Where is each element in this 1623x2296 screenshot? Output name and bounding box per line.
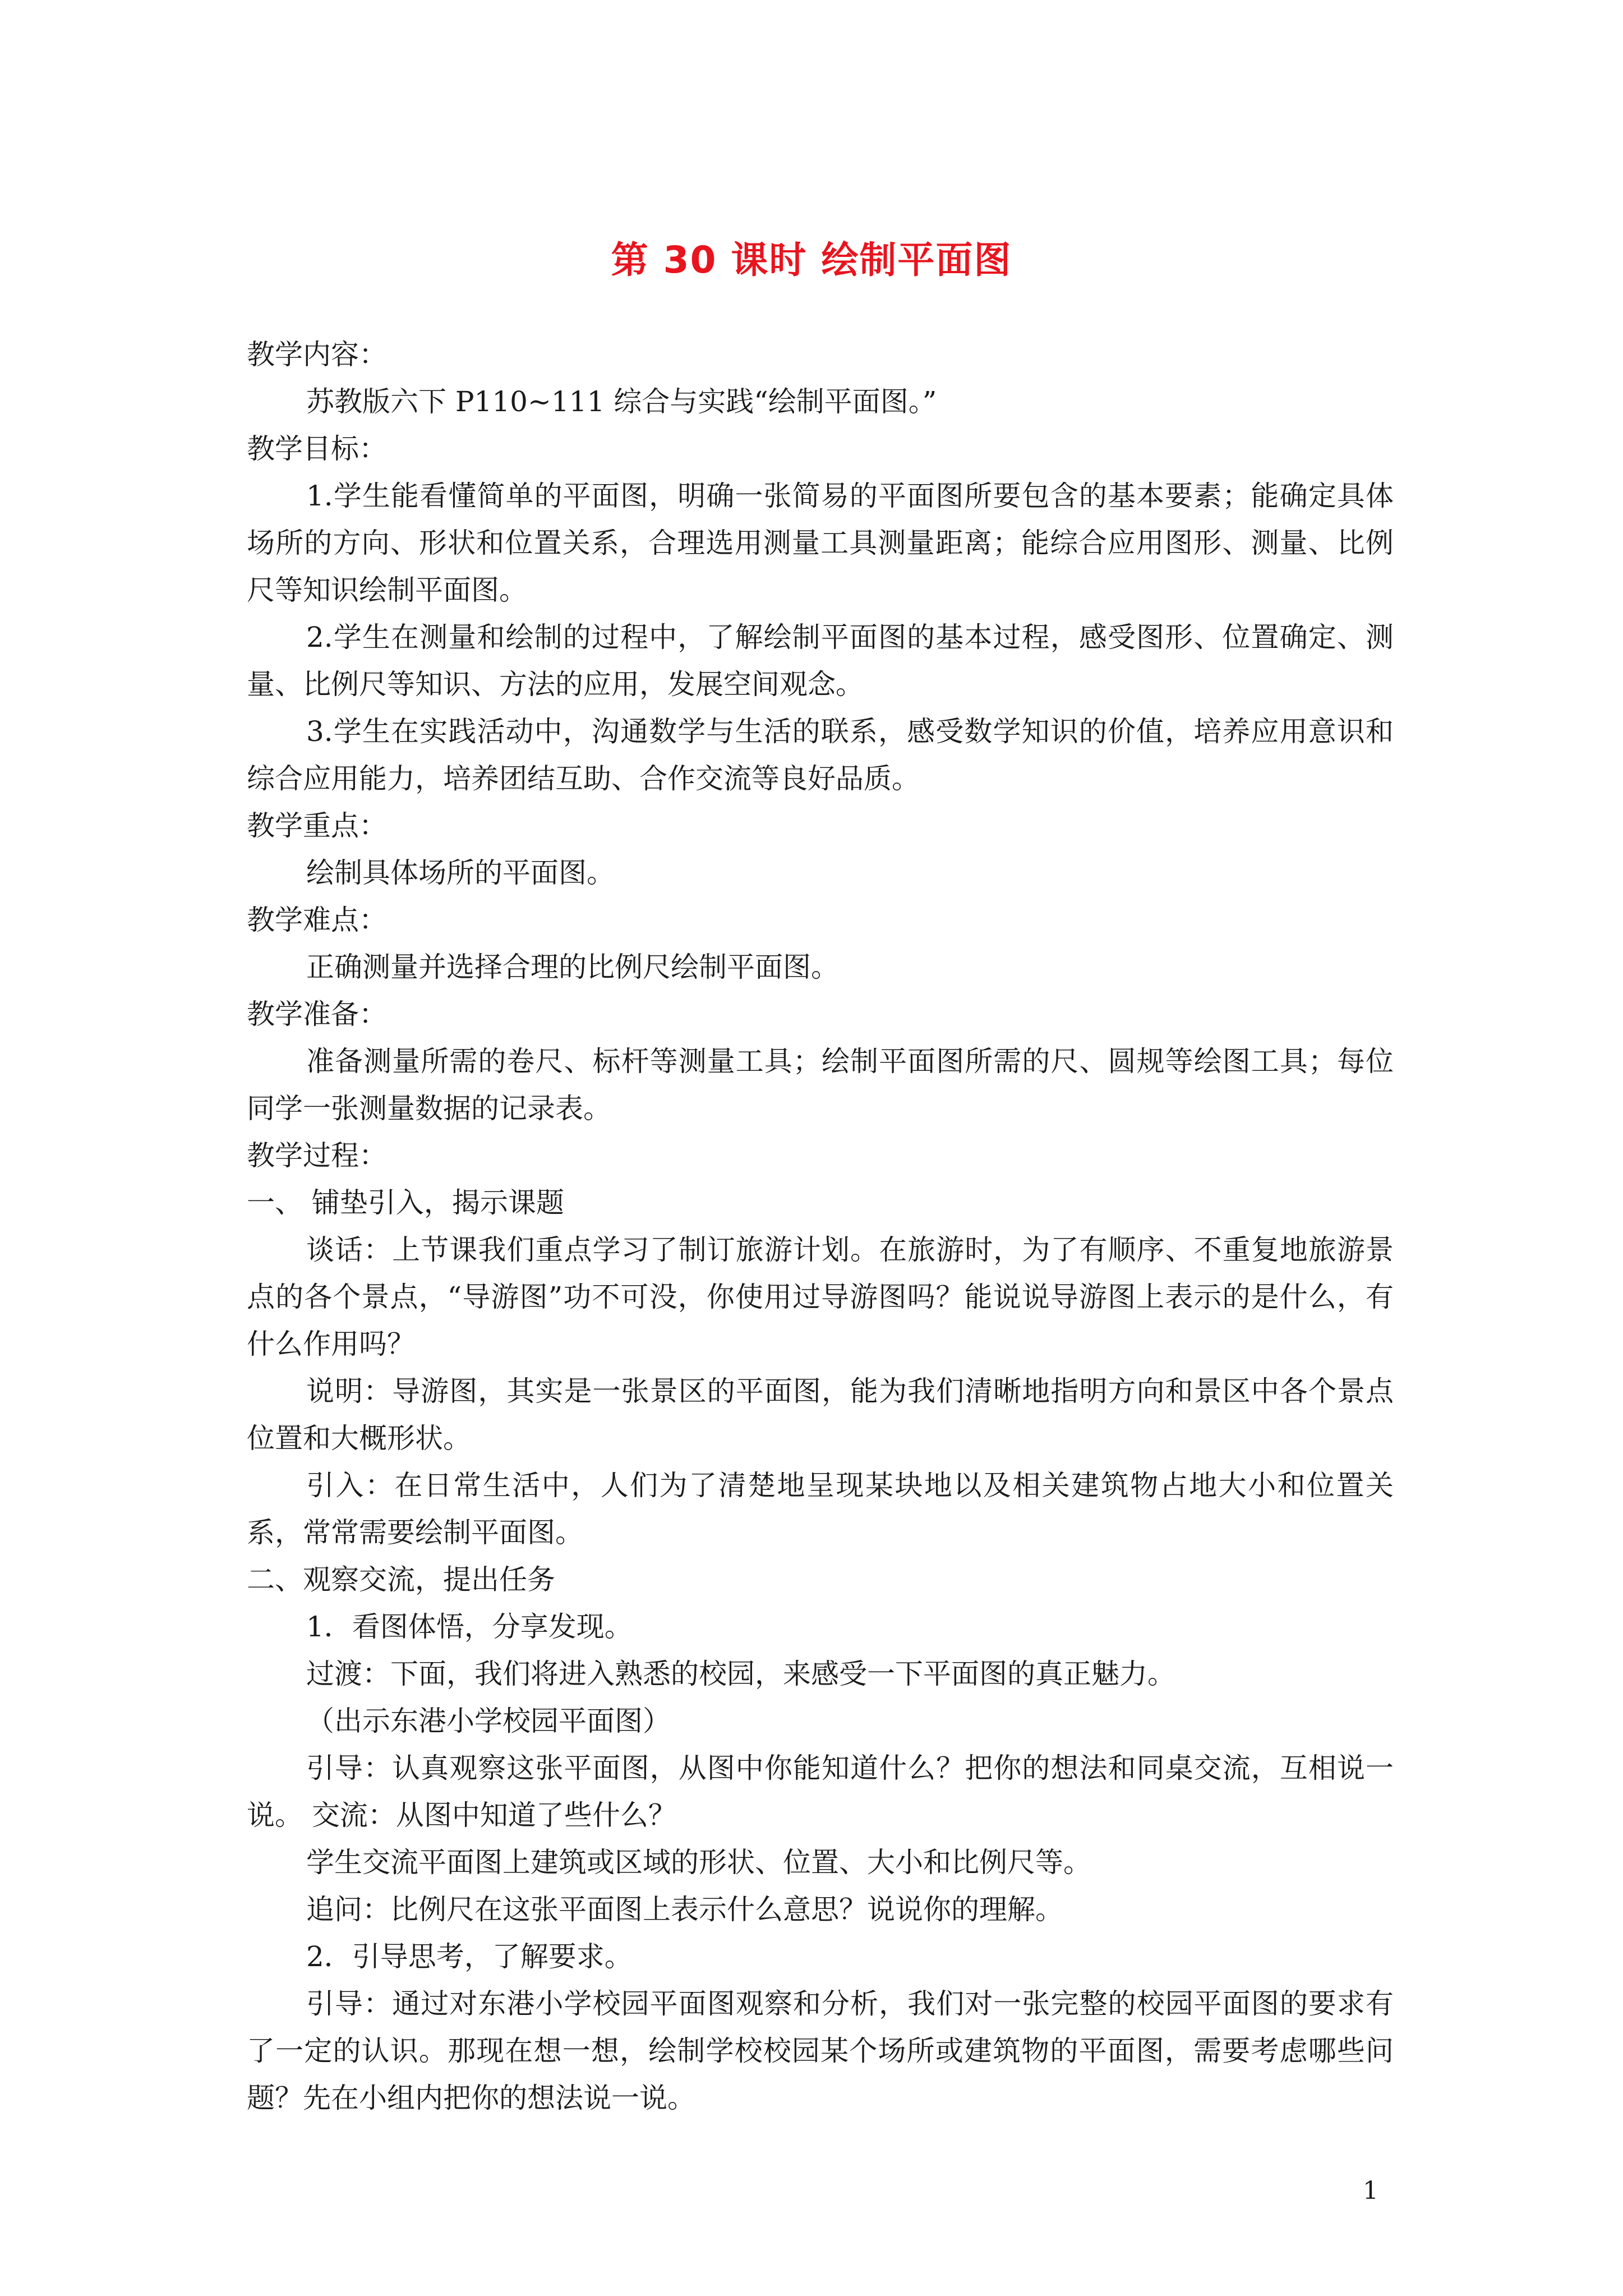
body-paragraph: 正确测量并选择合理的比例尺绘制平面图。: [306, 951, 839, 983]
body-paragraph: 1.学生能看懂简单的平面图，明确一张简易的平面图所要包含的基本要素；能确定具体场所的方向、形状和位置关系，合理选用测量工具测量距离；能综合应用图形、测量、比例尺等知识绘制平面图。: [247, 480, 1394, 606]
body-paragraph: （出示东港小学校园平面图）: [306, 1705, 671, 1737]
body-paragraph: 引导：通过对东港小学校园平面图观察和分析，我们对一张完整的校园平面图的要求有了一定的认识。那现在想一想，绘制学校校园某个场所或建筑物的平面图，需要考虑哪些问题？先在小组内把你的想法说一说。: [247, 1987, 1394, 2114]
body-paragraph: 绘制具体场所的平面图。: [306, 857, 615, 889]
page-title: 第 30 课时 绘制平面图: [611, 238, 1012, 282]
section-heading: 教学过程：: [247, 1139, 387, 1172]
body-paragraph: 3.学生在实践活动中，沟通数学与生活的联系，感受数学知识的价值，培养应用意识和综合应用能力，培养团结互助、合作交流等良好品质。: [247, 715, 1394, 795]
section-heading: 教学难点：: [247, 904, 387, 936]
body-paragraph: 苏教版六下 P110~111 综合与实践“绘制平面图。”: [306, 385, 937, 418]
body-paragraph: 过渡：下面，我们将进入熟悉的校园，来感受一下平面图的真正魅力。: [306, 1658, 1175, 1690]
body-paragraph: 说明：导游图，其实是一张景区的平面图，能为我们清晰地指明方向和景区中各个景点位置和大概形状。: [247, 1375, 1394, 1455]
body-paragraph: 2.学生在测量和绘制的过程中，了解绘制平面图的基本过程，感受图形、位置确定、测量、比例尺等知识、方法的应用，发展空间观念。: [247, 621, 1394, 701]
body-paragraph: 引导：认真观察这张平面图，从图中你能知道什么？把你的想法和同桌交流，互相说一说。 交流：从图中知道了些什么？: [247, 1752, 1394, 1832]
section-heading: 教学准备：: [247, 998, 387, 1030]
body-paragraph: 准备测量所需的卷尺、标杆等测量工具；绘制平面图所需的尺、圆规等绘图工具；每位同学一张测量数据的记录表。: [247, 1045, 1394, 1125]
section-heading: 教学重点：: [247, 809, 387, 842]
page-number: 1: [1363, 2177, 1378, 2205]
body-paragraph: 引入：在日常生活中，人们为了清楚地呈现某块地以及相关建筑物占地大小和位置关系，常常需要绘制平面图。: [247, 1469, 1394, 1549]
body-paragraph: 谈话：上节课我们重点学习了制订旅游计划。在旅游时，为了有顺序、不重复地旅游景点的各个景点，“导游图”功不可没，你使用过导游图吗？能说说导游图上表示的是什么，有什么作用吗？: [247, 1234, 1394, 1360]
body-paragraph: 1．看图体悟，分享发现。: [306, 1611, 633, 1643]
section-heading: 教学内容：: [247, 338, 387, 371]
body-paragraph: 追问：比例尺在这张平面图上表示什么意思？说说你的理解。: [306, 1893, 1063, 1926]
body-paragraph: 学生交流平面图上建筑或区域的形状、位置、大小和比例尺等。: [306, 1846, 1091, 1879]
document-body: [247, 331, 1394, 2122]
section-heading: 教学目标：: [247, 432, 387, 465]
section-heading: 二、观察交流，提出任务: [247, 1563, 555, 1596]
section-heading: 一、 铺垫引入，揭示课题: [247, 1186, 564, 1219]
body-paragraph: 2．引导思考，了解要求。: [306, 1940, 633, 1973]
